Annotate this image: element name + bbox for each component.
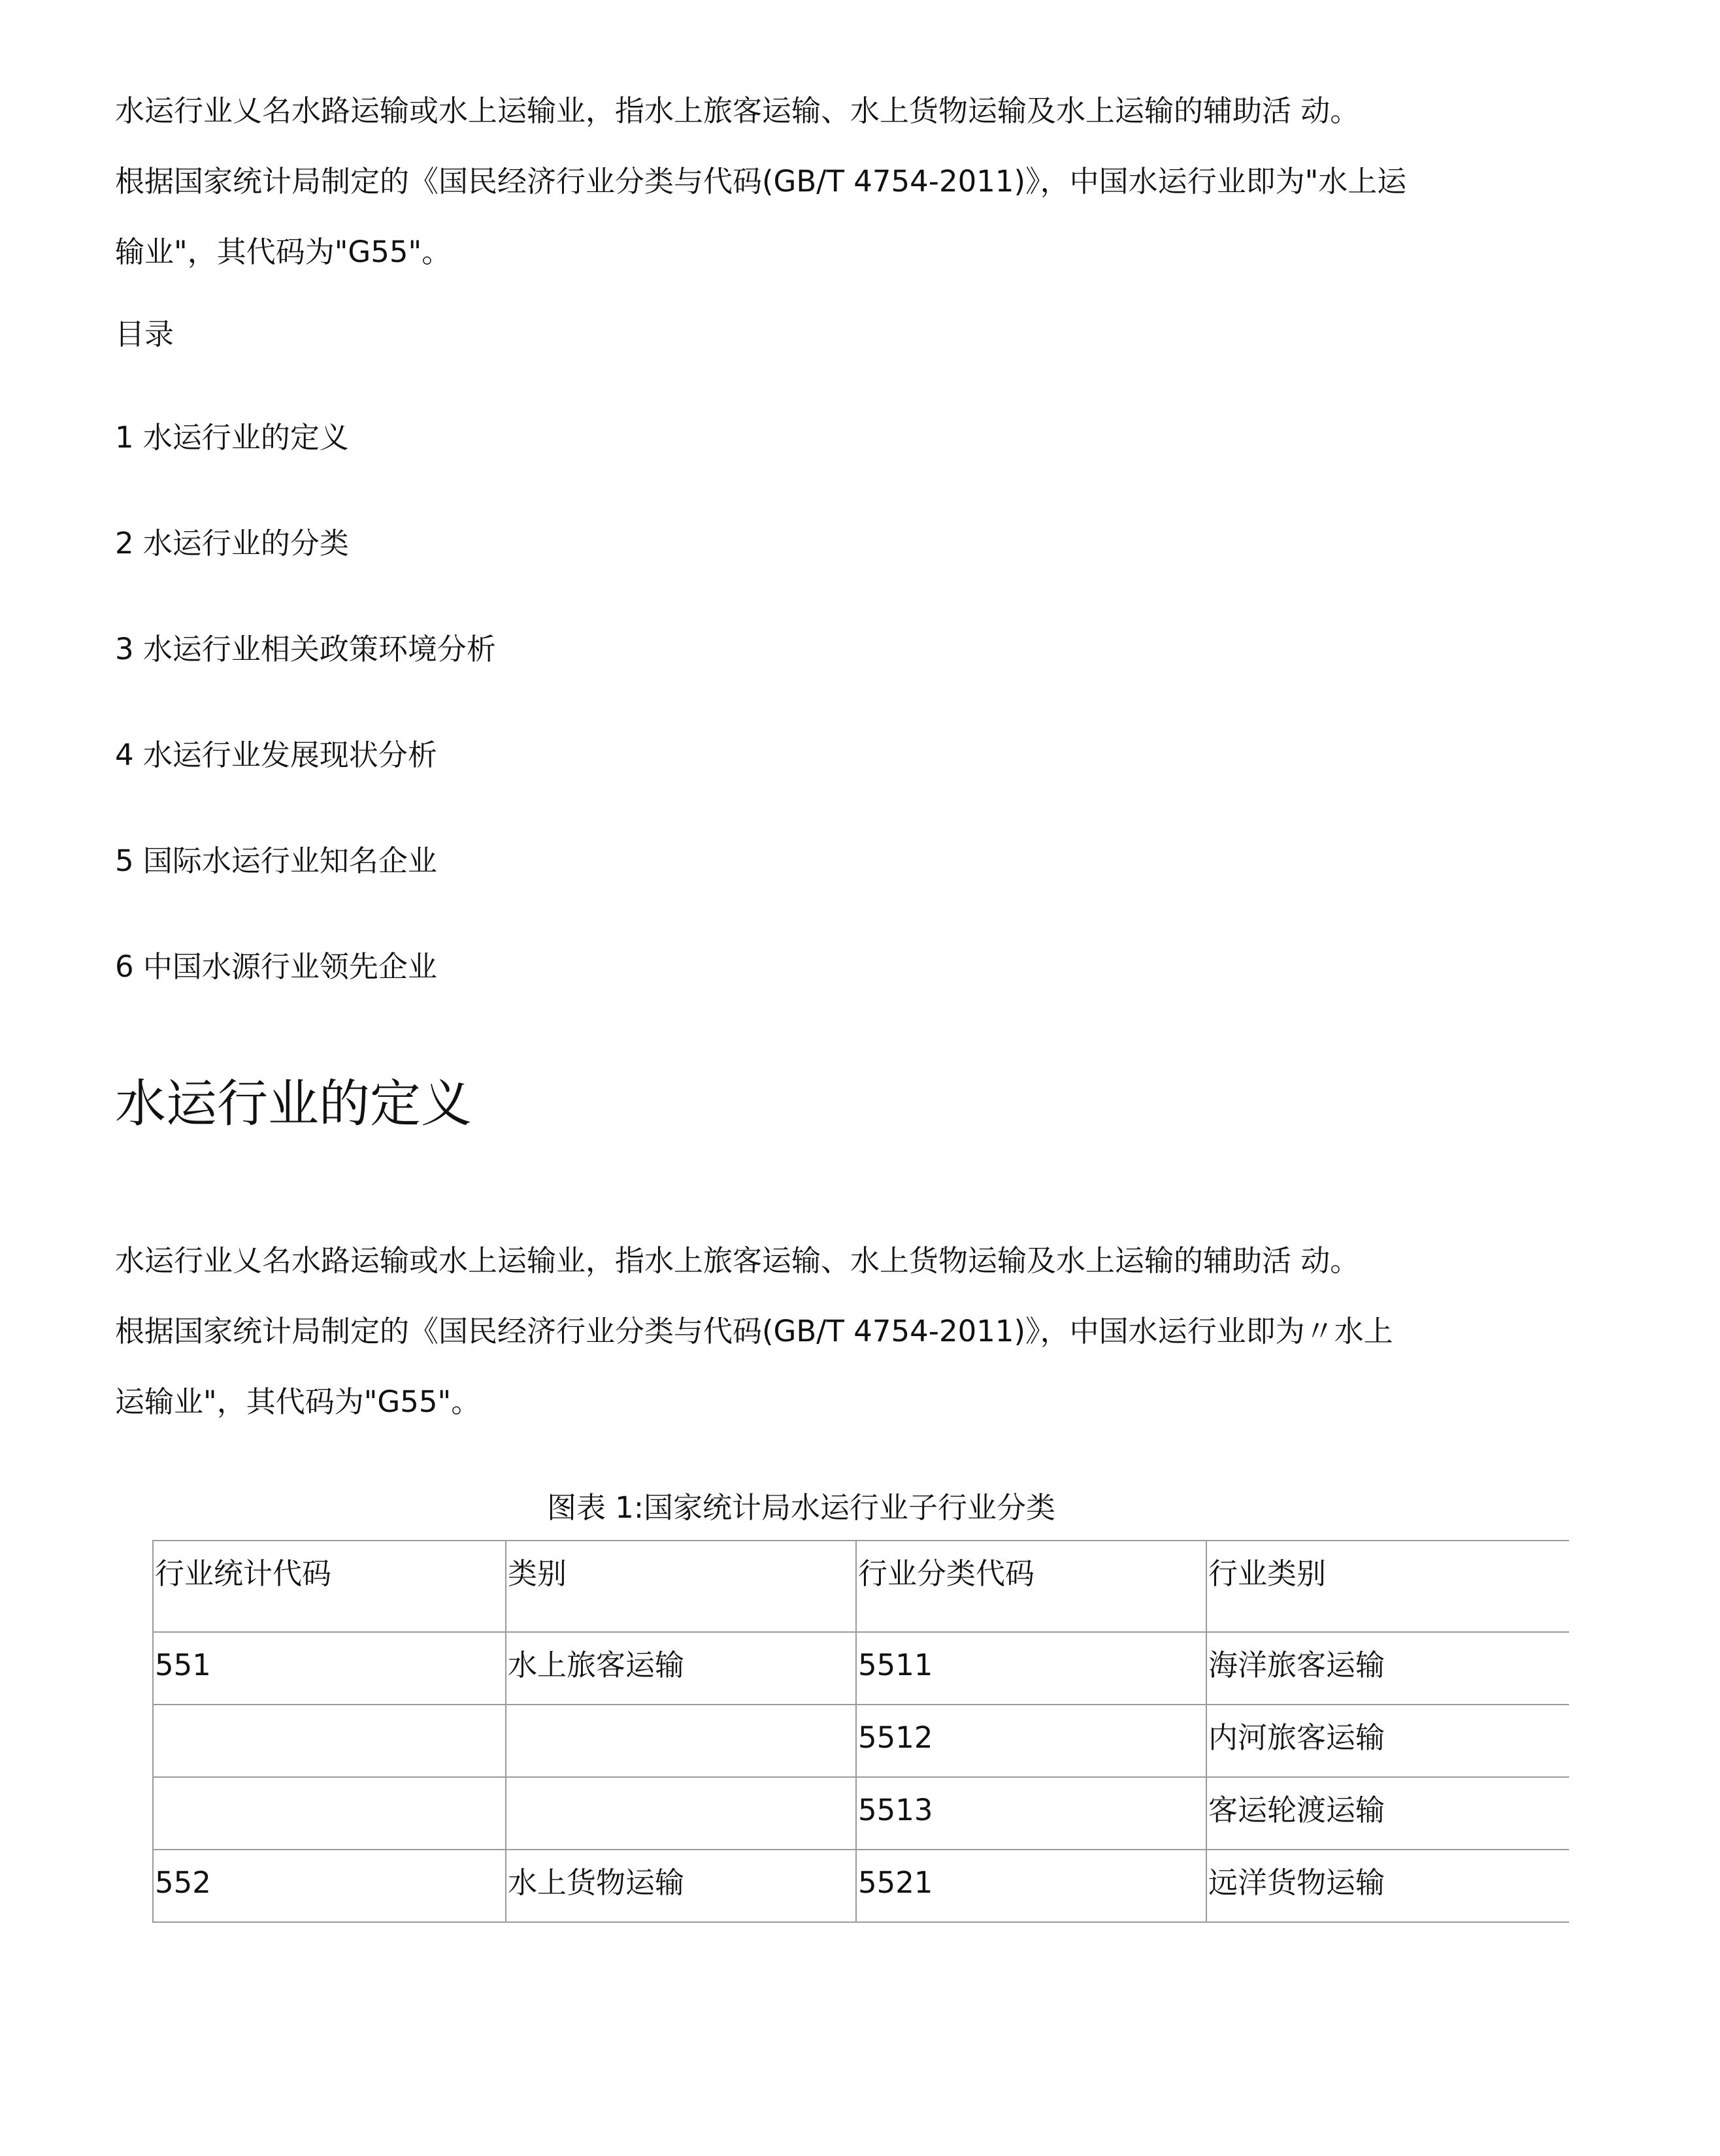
table-cell: 水上旅客运输 (506, 1632, 856, 1705)
table-row (153, 1850, 1569, 1922)
table-header-row (153, 1541, 1569, 1632)
table-cell (153, 1705, 506, 1777)
toc-item: 6 中国水源行业领先企业 (115, 949, 437, 984)
table-cell: 552 (153, 1850, 506, 1922)
section-line: 运输业"，其代码为"G55"。 (115, 1384, 481, 1419)
table-cell (153, 1777, 506, 1850)
section-paragraph (115, 1226, 1618, 1437)
table-row (153, 1777, 1569, 1850)
table-cell: 5513 (856, 1777, 1206, 1850)
intro-line: 输业"，其代码为"G55"。 (115, 235, 452, 269)
table-cell: 水上货物运输 (506, 1850, 856, 1922)
toc-title: 目录 (115, 317, 174, 351)
table-row (153, 1632, 1569, 1705)
table-cell: 5521 (856, 1850, 1206, 1922)
table-cell: 内河旅客运输 (1206, 1705, 1569, 1777)
table-cell (506, 1705, 856, 1777)
table-header-cell: 行业分类代码 (856, 1541, 1206, 1632)
table-header-cell: 行业统计代码 (153, 1541, 506, 1632)
table-row (153, 1705, 1569, 1777)
toc-item: 4 水运行业发展现状分析 (115, 738, 437, 772)
section-line: 水运行业乂名水路运输或水上运输业，指水上旅客运输、水上货物运输及水上运输的辅助活 动。 (115, 1243, 1360, 1278)
toc-item: 3 水运行业相关政策环境分析 (115, 632, 496, 666)
toc-list (115, 418, 496, 1053)
table-cell: 551 (153, 1632, 506, 1705)
table-cell: 远洋货物运输 (1206, 1850, 1569, 1922)
intro-paragraph (115, 76, 1618, 287)
table-header-cell: 类别 (506, 1541, 856, 1632)
section-line: 根据国家统计局制定的《国民经济行业分类与代码(GB/T 4754-2011)》，中国水运行业即为〃水上 (115, 1314, 1393, 1348)
table-cell (506, 1777, 856, 1850)
classification-table-wrapper (152, 1540, 1569, 1979)
section-heading: 水运行业的定义 (115, 1075, 472, 1134)
intro-line: 根据国家统计局制定的《国民经济行业分类与代码(GB/T 4754-2011)》，中国水运行业即为"水上运 (115, 164, 1407, 199)
table-cell: 5511 (856, 1632, 1206, 1705)
table-cell: 客运轮渡运输 (1206, 1777, 1569, 1850)
toc-item: 2 水运行业的分类 (115, 526, 349, 561)
table-cell: 海洋旅客运输 (1206, 1632, 1569, 1705)
table-cell: 5512 (856, 1705, 1206, 1777)
intro-line: 水运行业乂名水路运输或水上运输业，指水上旅客运输、水上货物运输及水上运输的辅助活 动。 (115, 93, 1360, 128)
classification-table (152, 1540, 1569, 1923)
toc-item: 5 国际水运行业知名企业 (115, 843, 437, 878)
table-caption: 图表 1:国家统计局水运行业子行业分类 (546, 1490, 1056, 1525)
toc-item: 1 水运行业的定义 (115, 420, 349, 455)
table-header-cell: 行业类别 (1206, 1541, 1569, 1632)
